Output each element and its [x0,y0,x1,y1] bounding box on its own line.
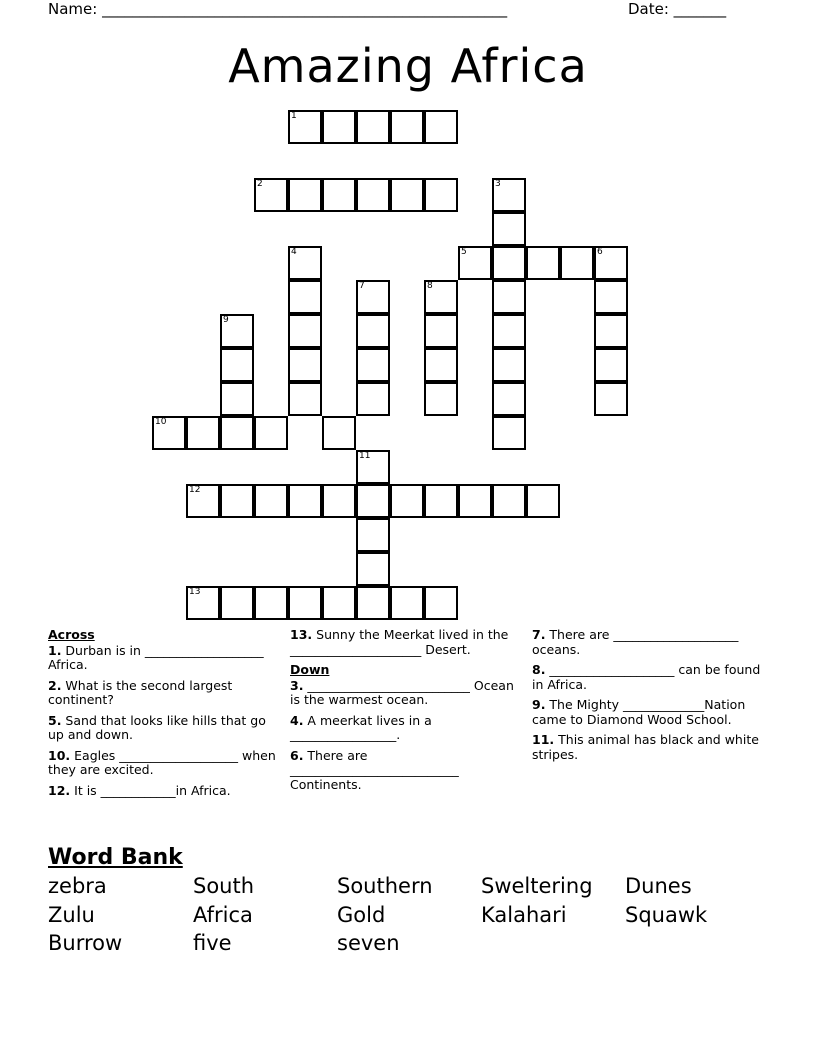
grid-cell[interactable] [288,314,322,348]
grid-cell[interactable] [288,178,322,212]
grid-cell[interactable] [356,348,390,382]
grid-cell[interactable] [322,416,356,450]
clue-number: 9 [223,315,229,325]
clue-number: 8 [427,281,433,291]
clues-column-3 [532,628,772,768]
clue-number: 12 [189,485,201,495]
grid-cell[interactable] [356,178,390,212]
grid-cell[interactable] [424,314,458,348]
grid-cell[interactable] [322,110,356,144]
clue-across-13: 13. Sunny the Meerkat lived in the _____________________ Desert. [290,627,509,657]
clue-number: 1 [291,111,297,121]
clue-down-4: 4. A meerkat lives in a _________________. [290,712,432,742]
word-bank-title: Word Bank [48,845,183,870]
grid-cell[interactable] [390,178,424,212]
grid-cell[interactable] [288,484,322,518]
grid-cell[interactable] [356,110,390,144]
grid-cell[interactable] [594,382,628,416]
grid-cell[interactable] [356,552,390,586]
grid-cell[interactable] [390,110,424,144]
grid-cell[interactable] [356,484,390,518]
clue-number: 4 [291,247,297,257]
grid-cell[interactable] [288,586,322,620]
grid-cell[interactable] [220,314,254,348]
grid-cell[interactable] [390,586,424,620]
clue-number: 3 [495,179,501,189]
word-bank-item: seven [337,931,400,955]
grid-cell[interactable] [356,586,390,620]
clue-down-8: 8. ____________________ can be found in Africa. [532,662,761,692]
grid-cell[interactable] [424,382,458,416]
grid-cell[interactable] [322,178,356,212]
clue-number: 10 [155,417,167,427]
grid-cell[interactable] [288,382,322,416]
down-heading: Down [290,662,330,677]
grid-cell[interactable] [220,348,254,382]
word-bank-item: Burrow [48,931,123,955]
grid-cell[interactable] [288,110,322,144]
clue-down-11: 11. This animal has black and white stripes. [532,732,759,762]
grid-cell[interactable] [492,212,526,246]
grid-cell[interactable] [458,484,492,518]
grid-cell[interactable] [220,416,254,450]
grid-cell[interactable] [594,348,628,382]
clue-number: 11 [359,451,371,461]
grid-cell[interactable] [152,416,186,450]
grid-cell[interactable] [492,280,526,314]
clue-down-7: 7. There are ____________________ oceans. [532,627,739,657]
word-bank-item: South [193,874,255,898]
across-heading: Across [48,627,95,642]
grid-cell[interactable] [356,314,390,348]
clue-across-1: 1. Durban is in ___________________ Africa. [48,642,264,672]
word-bank-item: zebra [48,874,107,898]
clue-across-10: 10. Eagles ___________________ when they are excited. [48,747,276,777]
grid-cell[interactable] [458,246,492,280]
grid-cell[interactable] [390,484,424,518]
word-bank-item: Gold [337,903,386,927]
clue-down-9: 9. The Mighty _____________Nation came to Diamond Wood School. [532,697,746,727]
grid-cell[interactable] [356,450,390,484]
grid-cell[interactable] [254,178,288,212]
grid-cell[interactable] [594,280,628,314]
word-bank-item: Southern [337,874,433,898]
grid-cell[interactable] [186,586,220,620]
clue-across-12: 12. It is ____________in Africa. [48,782,231,798]
grid-cell[interactable] [322,484,356,518]
grid-cell[interactable] [424,178,458,212]
grid-cell[interactable] [560,246,594,280]
name-field: Name: ______________________________________________________ [48,0,508,18]
grid-cell[interactable] [594,246,628,280]
grid-cell[interactable] [424,484,458,518]
grid-cell[interactable] [492,484,526,518]
clue-number: 2 [257,179,263,189]
clue-across-2: 2. What is the second largest continent? [48,677,233,707]
clue-down-3: 3. __________________________ Ocean is the warmest ocean. [290,677,514,707]
clue-number: 5 [461,247,467,257]
clue-down-6: 6. There are ___________________________ Continents. [290,747,459,792]
grid-cell[interactable] [492,382,526,416]
clue-number: 13 [189,587,201,597]
grid-cell[interactable] [356,518,390,552]
grid-cell[interactable] [526,246,560,280]
grid-cell[interactable] [322,586,356,620]
grid-cell[interactable] [492,416,526,450]
grid-cell[interactable] [254,484,288,518]
grid-cell[interactable] [492,178,526,212]
grid-cell[interactable] [186,484,220,518]
grid-cell[interactable] [288,348,322,382]
word-bank-item: Dunes [625,874,692,898]
grid-cell[interactable] [220,484,254,518]
grid-cell[interactable] [492,246,526,280]
grid-cell[interactable] [492,348,526,382]
clue-number: 7 [359,281,365,291]
word-bank-item: Kalahari [481,903,567,927]
word-bank-item: Squawk [625,903,708,927]
grid-cell[interactable] [594,314,628,348]
grid-cell[interactable] [356,280,390,314]
word-bank-item: Sweltering [481,874,593,898]
clue-number: 6 [597,247,603,257]
page-title: Amazing Africa [228,39,588,93]
grid-cell[interactable] [220,382,254,416]
grid-cell[interactable] [288,246,322,280]
grid-cell[interactable] [424,586,458,620]
grid-cell[interactable] [356,382,390,416]
grid-cell[interactable] [526,484,560,518]
grid-cell[interactable] [492,314,526,348]
clue-across-5: 5. Sand that looks like hills that go up and down. [48,712,266,742]
grid-cell[interactable] [424,280,458,314]
grid-cell[interactable] [254,586,288,620]
word-bank-item: Africa [193,903,253,927]
grid-cell[interactable] [424,110,458,144]
grid-cell[interactable] [186,416,220,450]
date-field: Date: _______ [628,0,727,18]
clues-column-2 [290,628,518,798]
word-bank-item: Zulu [48,903,95,927]
grid-cell[interactable] [254,416,288,450]
word-bank-item: five [193,931,232,955]
grid-cell[interactable] [220,586,254,620]
grid-cell[interactable] [424,348,458,382]
grid-cell[interactable] [288,280,322,314]
clues-column-1 [48,628,284,804]
